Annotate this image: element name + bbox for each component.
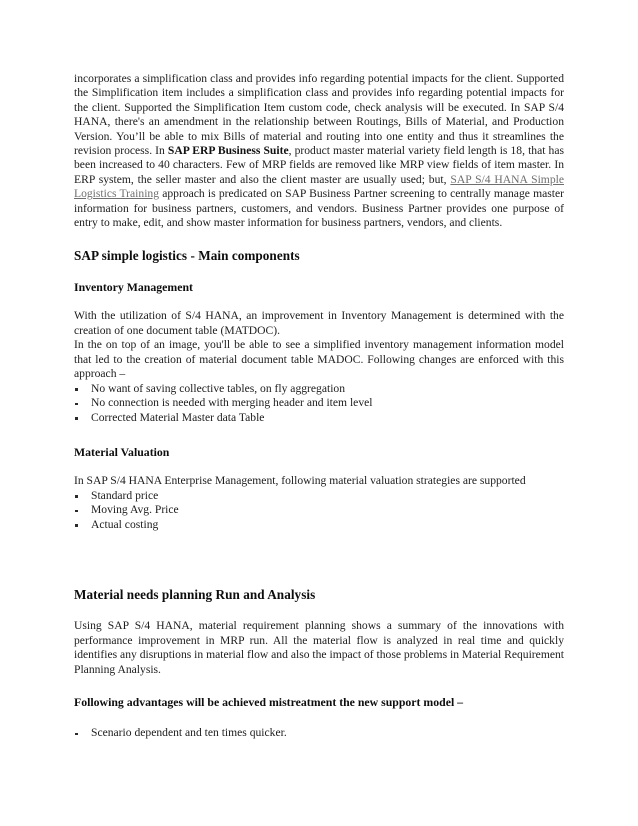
list-item-label: Standard price: [91, 488, 159, 502]
list-item: [74, 382, 564, 397]
bullet-dot-icon: [75, 524, 78, 527]
bullet-list-valuation-strategies: [74, 489, 564, 533]
document-content: [74, 72, 564, 741]
bullet-dot-icon: [75, 388, 78, 391]
bullet-list-inventory-changes: [74, 382, 564, 426]
list-item: [74, 489, 564, 504]
list-item: [74, 503, 564, 518]
paragraph-intro-part-b: , product master material variety field length is 18, that has been increased to 40 characters. Few of MRP fields are removed like MRP view fields of item master. In ERP system, the seller master and also the client master are usually used; but,: [74, 144, 564, 186]
bullet-list-advantages: [74, 726, 564, 741]
paragraph-material-valuation: In SAP S/4 HANA Enterprise Management, following material valuation strategies are supported: [74, 474, 526, 488]
list-item: [74, 518, 564, 533]
list-item: [74, 411, 564, 426]
paragraph-intro-part-a: incorporates a simplification class and provides info regarding potential impacts for the client. Supported the Simplification item includes a simplification class and provides info regarding potential impacts for the client. Supported the Simplification Item custom code, check analysis will be executed. In SAP S/4 HANA, there's an amendment in the relationship between Routings, Bills of Material, and Production Version. You’ll be able to mix Bills of material and routing into one entity and thus it streamlines the revision process. In: [74, 72, 564, 158]
subheading-material-valuation: Material Valuation: [74, 445, 170, 460]
paragraph-inventory-management: With the utilization of S/4 HANA, an improvement in Inventory Management is determined with the creation of one document table (MATDOC).: [74, 309, 564, 337]
paragraph-madoc-model: In the on top of an image, you'll be able to see a simplified inventory management information model that led to the creation of material document table MADOC. Following changes are enforced with this approach –: [74, 338, 564, 381]
list-item-label: No connection is needed with merging header and item level: [91, 396, 373, 410]
bullet-dot-icon: [75, 403, 78, 406]
subheading-inventory-management: Inventory Management: [74, 280, 193, 295]
bullet-dot-icon: [75, 495, 78, 498]
paragraph-intro: [74, 72, 564, 230]
subheading-following-advantages: Following advantages will be achieved mistreatment the new support model –: [74, 695, 464, 710]
list-item-label: Corrected Material Master data Table: [91, 410, 265, 424]
list-item-label: No want of saving collective tables, on fly aggregation: [91, 381, 346, 395]
list-item-label: Actual costing: [91, 517, 159, 531]
bold-sap-erp-business-suite: SAP ERP Business Suite: [167, 144, 289, 158]
list-item: [74, 396, 564, 411]
bullet-dot-icon: [75, 417, 78, 420]
heading-sap-simple-logistics-main-components: SAP simple logistics - Main components: [74, 248, 300, 264]
bullet-dot-icon: [75, 510, 78, 513]
paragraph-intro-part-c: approach is predicated on SAP Business Partner screening to centrally manage master information for business partners, customers, and vendors. Business Partner provides one purpose of entry to make, edit, and show master information for business partners, vendors, and clients.: [74, 187, 564, 230]
list-item-label: Scenario dependent and ten times quicker.: [91, 726, 287, 740]
bullet-dot-icon: [75, 733, 78, 736]
heading-material-needs-planning-run-and-analysis: Material needs planning Run and Analysis: [74, 587, 316, 603]
list-item-label: Moving Avg. Price: [91, 503, 179, 517]
paragraph-mrp-analysis: Using SAP S/4 HANA, material requirement planning shows a summary of the innovations with performance improvement in MRP run. All the material flow is analyzed in real time and quickly identifies any disruptions in material flow and also the impact of those problems in Material Requirement Planning Analysis.: [74, 619, 564, 676]
list-item: [74, 726, 564, 741]
link-sap-s4-hana-simple-logistics-training[interactable]: SAP S/4 HANA Simple Logistics Training: [74, 172, 564, 201]
